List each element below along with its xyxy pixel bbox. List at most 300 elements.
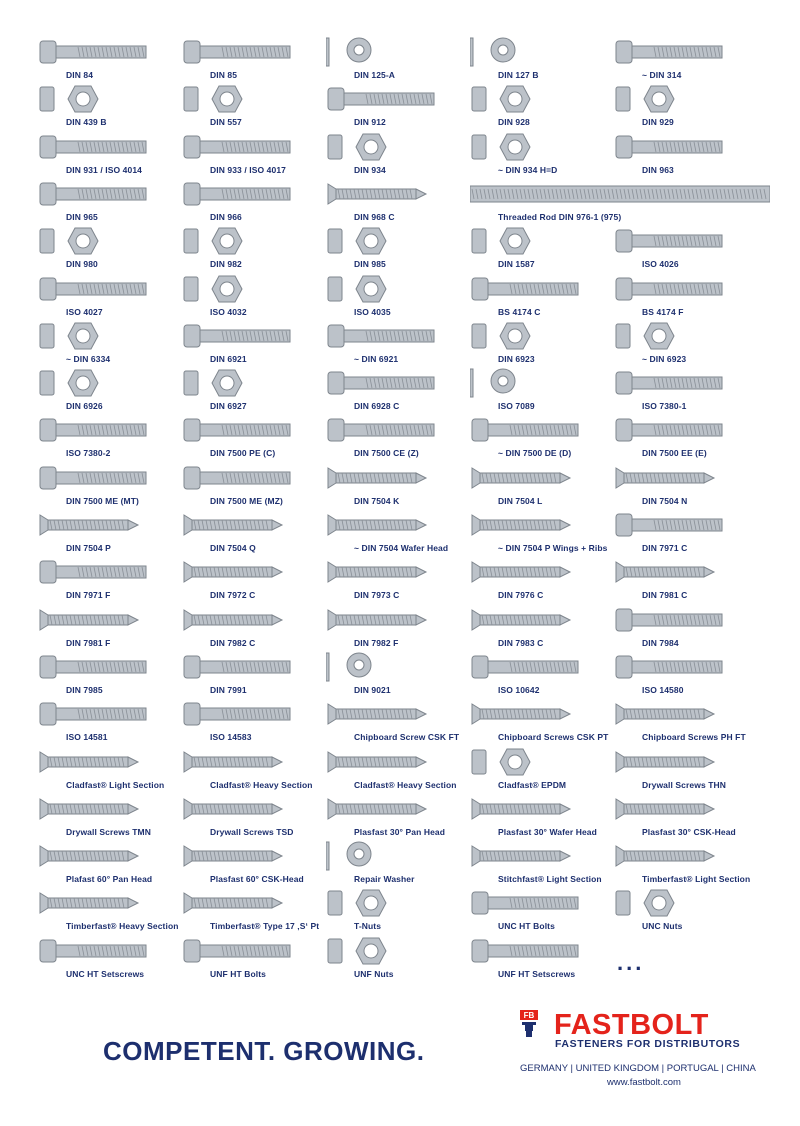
nut-icon bbox=[326, 933, 470, 969]
slogan: COMPETENT. GROWING. bbox=[103, 1036, 425, 1066]
product-label: DIN 6926 bbox=[66, 401, 103, 412]
screw-icon bbox=[38, 602, 182, 638]
product-label: Timberfast® Light Section bbox=[642, 874, 751, 885]
product-label: DIN 985 bbox=[354, 259, 386, 270]
more-products-ellipsis: ... bbox=[617, 950, 645, 975]
product-label: UNF HT Bolts bbox=[210, 968, 266, 979]
product-label: BS 4174 C bbox=[498, 306, 541, 317]
logo-mark: FB bbox=[523, 1011, 535, 1020]
product-label: UNF HT Setscrews bbox=[498, 968, 576, 979]
product-label: DIN 929 bbox=[642, 117, 674, 128]
product-item bbox=[614, 554, 758, 602]
screw-icon bbox=[470, 791, 614, 827]
bolt-icon bbox=[614, 602, 758, 638]
product-label: DIN 7504 L bbox=[498, 495, 543, 506]
product-item bbox=[38, 460, 182, 508]
bolt-icon bbox=[614, 223, 758, 259]
nut-icon bbox=[470, 81, 614, 117]
bolt-icon bbox=[614, 34, 758, 70]
product-item bbox=[182, 744, 326, 792]
product-label: DIN 7985 bbox=[66, 684, 103, 695]
nut-icon bbox=[326, 271, 470, 307]
product-item bbox=[38, 885, 182, 933]
product-item bbox=[326, 885, 470, 933]
product-label: DIN 968 C bbox=[354, 211, 395, 222]
bolt-icon bbox=[38, 34, 182, 70]
bolt-icon bbox=[182, 696, 326, 732]
bolt-icon bbox=[614, 412, 758, 448]
product-label: DIN 7971 F bbox=[66, 590, 111, 601]
product-item bbox=[326, 696, 470, 744]
nut-icon bbox=[614, 318, 758, 354]
product-item bbox=[614, 885, 758, 933]
product-item bbox=[614, 129, 758, 177]
screw-icon bbox=[326, 554, 470, 590]
product-item bbox=[470, 460, 614, 508]
product-label: ISO 7380-2 bbox=[66, 448, 111, 459]
product-item bbox=[38, 318, 182, 366]
product-item bbox=[38, 602, 182, 650]
bolt-icon bbox=[470, 412, 614, 448]
nut-icon bbox=[470, 129, 614, 165]
product-item bbox=[38, 223, 182, 271]
washer-icon bbox=[470, 365, 614, 401]
product-label: DIN 9021 bbox=[354, 684, 391, 695]
product-item bbox=[470, 129, 614, 177]
product-item bbox=[326, 838, 470, 886]
product-item bbox=[470, 507, 614, 555]
product-item bbox=[182, 649, 326, 697]
product-label: DIN 931 / ISO 4014 bbox=[66, 164, 142, 175]
bolt-icon bbox=[38, 933, 182, 969]
bolt-icon bbox=[38, 129, 182, 165]
product-label: Cladfast® Heavy Section bbox=[210, 779, 313, 790]
product-label: DIN 85 bbox=[210, 70, 238, 80]
nut-icon bbox=[614, 81, 758, 117]
product-label: DIN 1587 bbox=[498, 259, 535, 270]
product-item bbox=[38, 271, 182, 319]
bolt-icon bbox=[470, 649, 614, 685]
product-item bbox=[614, 649, 758, 697]
product-label: ISO 4026 bbox=[642, 259, 679, 270]
nut-icon bbox=[326, 223, 470, 259]
bolt-icon bbox=[326, 365, 470, 401]
washer-icon bbox=[470, 34, 614, 70]
product-label: DIN 7500 EE (E) bbox=[642, 448, 707, 459]
washer-icon bbox=[326, 649, 470, 685]
bolt-icon bbox=[182, 412, 326, 448]
washer-icon bbox=[326, 34, 470, 70]
product-item bbox=[182, 223, 326, 271]
product-label: DIN 7982 C bbox=[210, 637, 256, 648]
screw-icon bbox=[182, 554, 326, 590]
product-item bbox=[182, 318, 326, 366]
product-label: DIN 912 bbox=[354, 117, 386, 128]
product-label: DIN 557 bbox=[210, 117, 242, 128]
product-item bbox=[182, 176, 326, 224]
nut-icon bbox=[182, 271, 326, 307]
product-item bbox=[38, 176, 182, 224]
product-label: DIN 934 bbox=[354, 164, 386, 175]
product-label: DIN 6921 bbox=[210, 353, 247, 364]
product-label: Cladfast® Light Section bbox=[66, 779, 165, 790]
screw-icon bbox=[614, 554, 758, 590]
product-item bbox=[614, 791, 758, 839]
product-label: DIN 980 bbox=[66, 259, 98, 270]
product-item bbox=[614, 696, 758, 744]
product-label: DIN 982 bbox=[210, 259, 242, 270]
product-item bbox=[38, 649, 182, 697]
washer-icon bbox=[326, 838, 470, 874]
product-label: DIN 7504 P bbox=[66, 543, 111, 553]
screw-icon bbox=[182, 744, 326, 780]
product-label: DIN 963 bbox=[642, 164, 674, 175]
screw-icon bbox=[614, 744, 758, 780]
tagline: FASTENERS FOR DISTRIBUTORS bbox=[555, 1038, 741, 1050]
product-label: ISO 14580 bbox=[642, 684, 684, 695]
product-label: ~ DIN 314 bbox=[642, 70, 682, 80]
product-label: Plasfast 60° CSK-Head bbox=[210, 874, 304, 885]
product-label: DIN 439 B bbox=[66, 117, 107, 128]
product-label: DIN 7991 bbox=[210, 684, 247, 695]
screw-icon bbox=[326, 460, 470, 496]
product-item bbox=[182, 460, 326, 508]
product-label: DIN 127 B bbox=[498, 70, 539, 80]
bolt-icon bbox=[38, 460, 182, 496]
screw-icon bbox=[38, 838, 182, 874]
product-item bbox=[326, 412, 470, 460]
screw-icon bbox=[470, 507, 614, 543]
product-label: DIN 84 bbox=[66, 70, 94, 80]
product-label: ISO 4032 bbox=[210, 306, 247, 317]
nut-icon bbox=[470, 223, 614, 259]
product-label: DIN 125-A bbox=[354, 70, 396, 80]
product-item bbox=[182, 696, 326, 744]
bolt-icon bbox=[326, 412, 470, 448]
product-item bbox=[614, 81, 758, 129]
product-item bbox=[182, 885, 326, 933]
product-label: BS 4174 F bbox=[642, 306, 684, 317]
product-item bbox=[614, 34, 758, 82]
product-item bbox=[326, 791, 470, 839]
product-label: UNF Nuts bbox=[354, 968, 394, 979]
product-item bbox=[614, 602, 758, 650]
product-item bbox=[182, 554, 326, 602]
nut-icon bbox=[470, 744, 614, 780]
product-label: ISO 14581 bbox=[66, 732, 108, 743]
product-label: DIN 933 / ISO 4017 bbox=[210, 164, 286, 175]
product-label: DIN 7971 C bbox=[642, 543, 688, 553]
screw-icon bbox=[614, 791, 758, 827]
product-item bbox=[470, 365, 614, 413]
product-item bbox=[470, 696, 614, 744]
product-item bbox=[470, 649, 614, 697]
product-label: UNC Nuts bbox=[642, 921, 683, 932]
bolt-icon bbox=[182, 176, 326, 212]
product-label: DIN 7973 C bbox=[354, 590, 400, 601]
product-item bbox=[470, 176, 770, 224]
screw-icon bbox=[38, 885, 182, 921]
nut-icon bbox=[38, 365, 182, 401]
product-label: ~ DIN 7500 DE (D) bbox=[498, 448, 572, 459]
product-item bbox=[326, 318, 470, 366]
product-label: DIN 7504 Q bbox=[210, 543, 256, 553]
product-item bbox=[326, 223, 470, 271]
screw-icon bbox=[326, 507, 470, 543]
product-label: DIN 7982 F bbox=[354, 637, 399, 648]
website-link[interactable]: www.fastbolt.com bbox=[607, 1077, 681, 1088]
product-label: DIN 7500 ME (MZ) bbox=[210, 495, 283, 506]
product-label: ~ DIN 7504 Wafer Head bbox=[354, 543, 449, 553]
product-item bbox=[614, 365, 758, 413]
product-item bbox=[182, 81, 326, 129]
product-item bbox=[614, 412, 758, 460]
product-item bbox=[614, 460, 758, 508]
screw-icon bbox=[38, 507, 182, 543]
product-label: DIN 6928 C bbox=[354, 401, 400, 412]
product-item bbox=[470, 223, 614, 271]
screw-icon bbox=[470, 460, 614, 496]
product-item bbox=[182, 507, 326, 555]
countries: GERMANY | UNITED KINGDOM | PORTUGAL | CHINA bbox=[520, 1063, 756, 1074]
product-item bbox=[614, 318, 758, 366]
product-label: ISO 4035 bbox=[354, 306, 391, 317]
product-item bbox=[38, 696, 182, 744]
product-label: Chipboard Screws CSK PT bbox=[498, 732, 609, 743]
bolt-icon bbox=[182, 34, 326, 70]
threaded-rod-icon bbox=[470, 176, 770, 212]
product-item bbox=[470, 412, 614, 460]
product-label: Drywall Screws THN bbox=[642, 779, 726, 790]
product-label: DIN 7983 C bbox=[498, 637, 544, 648]
product-label: Timberfast® Heavy Section bbox=[66, 921, 179, 932]
product-label: ISO 7089 bbox=[498, 401, 535, 412]
bolt-icon bbox=[38, 176, 182, 212]
screw-icon bbox=[470, 838, 614, 874]
product-item bbox=[38, 365, 182, 413]
product-item bbox=[326, 649, 470, 697]
product-label: Cladfast® Heavy Section bbox=[354, 779, 457, 790]
product-item bbox=[38, 412, 182, 460]
product-item bbox=[614, 744, 758, 792]
product-item bbox=[38, 507, 182, 555]
product-label: DIN 966 bbox=[210, 211, 242, 222]
bolt-icon bbox=[182, 129, 326, 165]
product-item bbox=[326, 34, 470, 82]
product-item bbox=[470, 933, 614, 981]
screw-icon bbox=[470, 554, 614, 590]
product-item bbox=[470, 318, 614, 366]
bolt-icon bbox=[38, 271, 182, 307]
nut-icon bbox=[326, 885, 470, 921]
screw-icon bbox=[614, 838, 758, 874]
nut-icon bbox=[614, 885, 758, 921]
product-item bbox=[182, 271, 326, 319]
product-label: UNC HT Bolts bbox=[498, 921, 555, 932]
product-item bbox=[470, 838, 614, 886]
product-item bbox=[470, 602, 614, 650]
product-label: DIN 7981 F bbox=[66, 637, 111, 648]
screw-icon bbox=[182, 507, 326, 543]
product-label: ~ DIN 6921 bbox=[354, 353, 399, 364]
product-label: ISO 4027 bbox=[66, 306, 103, 317]
product-label: Repair Washer bbox=[354, 874, 415, 885]
bolt-icon bbox=[326, 318, 470, 354]
bolt-icon bbox=[182, 933, 326, 969]
bolt-icon bbox=[182, 460, 326, 496]
product-label: DIN 7972 C bbox=[210, 590, 256, 601]
bolt-icon bbox=[614, 649, 758, 685]
product-item bbox=[614, 507, 758, 555]
product-item bbox=[326, 460, 470, 508]
product-item bbox=[326, 129, 470, 177]
product-label: T-Nuts bbox=[354, 921, 382, 932]
product-item bbox=[326, 507, 470, 555]
product-item bbox=[182, 34, 326, 82]
bolt-icon bbox=[470, 271, 614, 307]
product-item bbox=[470, 791, 614, 839]
bolt-icon bbox=[470, 933, 614, 969]
screw-icon bbox=[326, 744, 470, 780]
product-item bbox=[182, 129, 326, 177]
product-item bbox=[38, 129, 182, 177]
product-label: ISO 14583 bbox=[210, 732, 252, 743]
product-label: Plasfast 30° CSK-Head bbox=[642, 826, 736, 837]
product-label: DIN 7504 N bbox=[642, 495, 688, 506]
product-label: DIN 965 bbox=[66, 211, 98, 222]
product-item bbox=[470, 744, 614, 792]
product-item bbox=[38, 791, 182, 839]
product-item bbox=[182, 602, 326, 650]
nut-icon bbox=[182, 365, 326, 401]
screw-icon bbox=[614, 696, 758, 732]
product-label: Chipboard Screw CSK FT bbox=[354, 732, 460, 743]
product-item bbox=[326, 176, 470, 224]
bolt-icon bbox=[326, 81, 470, 117]
screw-icon bbox=[182, 602, 326, 638]
product-item bbox=[326, 365, 470, 413]
product-label: DIN 7984 bbox=[642, 637, 679, 648]
bolt-icon bbox=[38, 554, 182, 590]
product-item bbox=[614, 271, 758, 319]
nut-icon bbox=[182, 81, 326, 117]
product-item bbox=[38, 554, 182, 602]
product-item bbox=[182, 933, 326, 981]
product-label: DIN 928 bbox=[498, 117, 530, 128]
bolt-icon bbox=[38, 696, 182, 732]
product-label: ~ DIN 7504 P Wings + Ribs bbox=[498, 543, 608, 553]
product-item bbox=[326, 744, 470, 792]
nut-icon bbox=[326, 129, 470, 165]
product-item bbox=[182, 791, 326, 839]
screw-icon bbox=[38, 744, 182, 780]
product-item bbox=[38, 933, 182, 981]
product-item bbox=[470, 271, 614, 319]
product-item bbox=[38, 838, 182, 886]
product-label: DIN 7500 PE (C) bbox=[210, 448, 276, 459]
screw-icon bbox=[38, 791, 182, 827]
product-label: ISO 10642 bbox=[498, 684, 540, 695]
product-item bbox=[470, 554, 614, 602]
bolt-icon bbox=[182, 649, 326, 685]
bolt-icon bbox=[614, 365, 758, 401]
product-item bbox=[326, 81, 470, 129]
product-label: Plafast 60° Pan Head bbox=[66, 874, 153, 885]
product-label: DIN 7500 CE (Z) bbox=[354, 448, 419, 459]
product-label: DIN 7504 K bbox=[354, 495, 400, 506]
screw-icon bbox=[326, 176, 470, 212]
product-label: DIN 7976 C bbox=[498, 590, 544, 601]
product-item bbox=[470, 34, 614, 82]
product-label: Threaded Rod DIN 976-1 (975) bbox=[498, 211, 622, 222]
nut-icon bbox=[38, 318, 182, 354]
product-item bbox=[326, 554, 470, 602]
screw-icon bbox=[470, 602, 614, 638]
product-label: UNC HT Setscrews bbox=[66, 968, 145, 979]
product-label: Cladfast® EPDM bbox=[498, 779, 567, 790]
product-label: Drywall Screws TSD bbox=[210, 826, 294, 837]
product-label: Chipboard Screws PH FT bbox=[642, 732, 746, 743]
product-item bbox=[182, 365, 326, 413]
product-label: Stitchfast® Light Section bbox=[498, 874, 602, 885]
product-item bbox=[614, 838, 758, 886]
product-label: Plasfast 30° Wafer Head bbox=[498, 826, 597, 837]
product-label: ~ DIN 6334 bbox=[66, 353, 111, 364]
bolt-icon bbox=[182, 318, 326, 354]
bolt-icon bbox=[614, 271, 758, 307]
product-label: Timberfast® Type 17 ‚S‘ Pt bbox=[210, 921, 320, 932]
product-item bbox=[38, 81, 182, 129]
screw-icon bbox=[326, 696, 470, 732]
nut-icon bbox=[470, 318, 614, 354]
product-item bbox=[326, 602, 470, 650]
screw-icon bbox=[182, 791, 326, 827]
product-item bbox=[182, 412, 326, 460]
bolt-icon bbox=[470, 885, 614, 921]
product-label: Drywall Screws TMN bbox=[66, 826, 151, 837]
product-label: DIN 7500 ME (MT) bbox=[66, 495, 139, 506]
product-label: ISO 7380-1 bbox=[642, 401, 687, 412]
product-item bbox=[182, 838, 326, 886]
product-label: ~ DIN 6923 bbox=[642, 353, 687, 364]
bolt-icon bbox=[38, 412, 182, 448]
bolt-icon bbox=[614, 507, 758, 543]
product-item bbox=[614, 223, 758, 271]
product-item bbox=[38, 744, 182, 792]
product-label: DIN 7981 C bbox=[642, 590, 688, 601]
bolt-icon bbox=[38, 649, 182, 685]
product-grid bbox=[38, 34, 768, 994]
nut-icon bbox=[38, 81, 182, 117]
product-label: DIN 6927 bbox=[210, 401, 247, 412]
product-label: Plasfast 30° Pan Head bbox=[354, 826, 446, 837]
screw-icon bbox=[614, 460, 758, 496]
screw-icon bbox=[326, 602, 470, 638]
nut-icon bbox=[38, 223, 182, 259]
screw-icon bbox=[326, 791, 470, 827]
nut-icon bbox=[182, 223, 326, 259]
product-item bbox=[470, 885, 614, 933]
screw-icon bbox=[470, 696, 614, 732]
product-item bbox=[470, 81, 614, 129]
screw-icon bbox=[182, 885, 326, 921]
bolt-icon bbox=[614, 129, 758, 165]
product-item bbox=[38, 34, 182, 82]
product-label: DIN 6923 bbox=[498, 353, 535, 364]
screw-icon bbox=[182, 838, 326, 874]
product-item bbox=[326, 271, 470, 319]
product-item bbox=[326, 933, 470, 981]
